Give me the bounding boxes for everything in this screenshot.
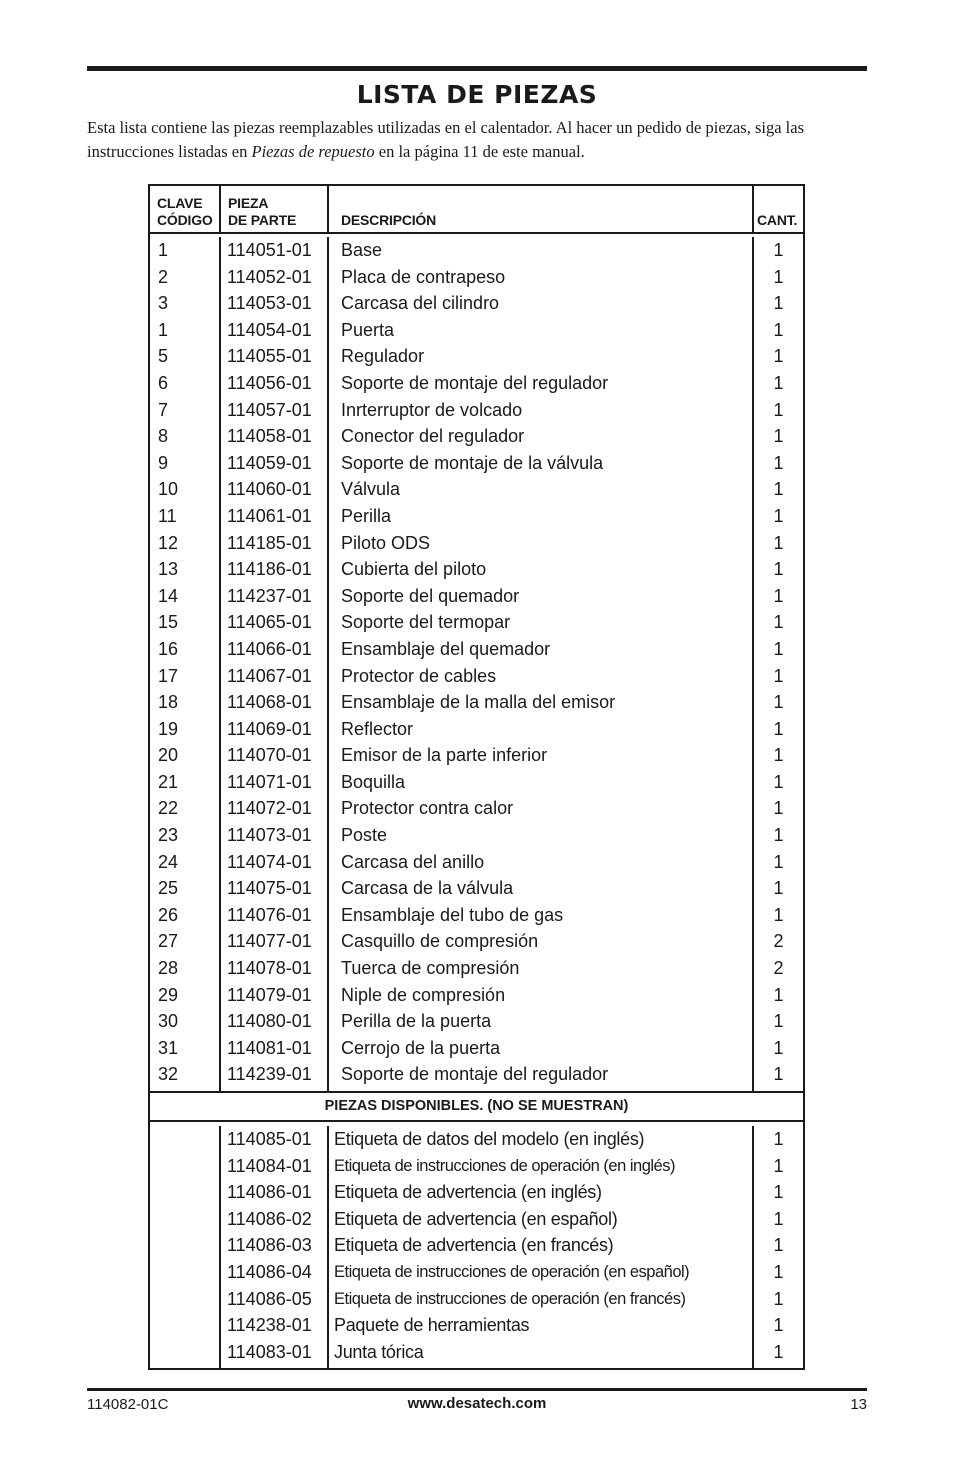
table-cell: 114080-01 [227,1011,312,1032]
table-cell: Puerta [341,319,395,340]
table-cell: Carcasa del anillo [341,851,485,872]
table-cell: 13 [158,559,179,580]
description-column [329,237,754,1091]
header-description [329,186,754,232]
table-cell: 1 [773,585,784,606]
available-parts-heading: PIEZAS DISPONIBLES. (NO SE MUESTRAN) [150,1091,803,1122]
table-cell: Junta tórica [334,1341,424,1362]
table-cell: 15 [158,612,179,633]
table-cell: Etiqueta de instrucciones de operación (en español) [334,1262,690,1281]
table-cell: 14 [158,585,179,606]
table-cell: 114186-01 [227,559,312,580]
table-cell: Cerrojo de la puerta [341,1037,501,1058]
available-parts-body [150,1122,803,1368]
bottom-rule [87,1388,867,1391]
table-cell: 114074-01 [227,851,312,872]
table-cell: 17 [158,665,179,686]
table-header [150,186,803,234]
table-cell: 31 [158,1037,179,1058]
table-cell: 1 [773,1129,784,1149]
table-cell: 3 [158,293,169,314]
table-cell: 1 [773,1037,784,1058]
table-cell: 1 [773,532,784,553]
table-cell: Soporte del termopar [341,612,511,633]
table-cell: 7 [158,399,169,420]
table-cell: 114237-01 [227,585,312,606]
table-cell: Placa de contrapeso [341,266,506,287]
available-qty-column [754,1126,803,1368]
table-cell: 16 [158,638,179,659]
table-cell: Piloto ODS [341,532,431,553]
table-cell: 1 [773,559,784,580]
page-number: 13 [850,1396,867,1413]
table-cell: 32 [158,1064,179,1085]
table-cell: 1 [773,1155,784,1176]
table-cell: 114078-01 [227,958,312,979]
table-cell: 1 [773,240,784,260]
header-qty-label: CANT. [757,212,798,228]
table-cell: 12 [158,532,179,553]
table-cell: 1 [773,638,784,659]
table-cell: Etiqueta de advertencia (en francés) [334,1235,614,1256]
table-cell: 1 [773,771,784,792]
top-rule [87,66,867,71]
table-cell: 1 [773,452,784,473]
table-cell: Inrterruptor de volcado [341,399,523,420]
table-cell: 25 [158,878,179,899]
table-cell: Soporte del quemador [341,585,520,606]
table-cell: 114067-01 [227,665,312,686]
table-cell: Ensamblaje de la malla del emisor [341,692,616,713]
header-qty [754,186,803,232]
table-cell: Tuerca de compresión [341,958,520,979]
table-cell: Paquete de herramientas [334,1315,530,1336]
table-cell: Etiqueta de instrucciones de operación (en francés) [334,1289,686,1308]
table-cell: 114239-01 [227,1064,312,1085]
header-part-line1: PIEZA [228,195,269,211]
table-cell: 1 [773,505,784,526]
table-cell: 1 [773,825,784,846]
table-cell: 1 [773,612,784,633]
table-cell: 114086-05 [227,1288,312,1309]
table-cell: 1 [773,692,784,713]
table-cell: 1 [773,1261,784,1282]
table-cell: 114070-01 [227,745,312,766]
table-cell: 114060-01 [227,479,312,500]
table-cell: 114075-01 [227,878,312,899]
table-cell: 1 [773,319,784,340]
intro-text-2: en la página 11 de este manual. [374,142,585,161]
table-cell: 1 [158,319,169,340]
table-cell: 2 [158,266,169,287]
table-cell: 114079-01 [227,984,312,1005]
table-cell: Protector contra calor [341,798,514,819]
key-column [150,237,221,1091]
table-cell: 18 [158,692,179,713]
table-cell: 1 [773,266,784,287]
table-cell: 8 [158,426,169,447]
intro-paragraph [87,116,869,164]
table-cell: 114059-01 [227,452,312,473]
table-cell: Perilla [341,505,392,526]
table-cell: 114086-04 [227,1261,312,1282]
table-cell: 1 [158,240,169,260]
table-cell: 114077-01 [227,931,312,952]
table-cell: 114071-01 [227,771,312,792]
table-cell: 2 [773,931,784,952]
table-cell: 22 [158,798,179,819]
table-cell: 2 [773,958,784,979]
header-key-line2: CÓDIGO [157,212,213,228]
available-key-column [150,1126,221,1368]
table-cell: 114086-03 [227,1235,312,1256]
table-cell: Soporte de montaje de la válvula [341,452,604,473]
table-cell: 114055-01 [227,346,312,367]
table-cell: 11 [158,505,177,526]
table-cell: 1 [773,479,784,500]
table-cell: 1 [773,399,784,420]
website: www.desatech.com [407,1395,547,1412]
available-part-column [221,1126,329,1368]
table-cell: 1 [773,745,784,766]
table-cell: 1 [773,1182,784,1203]
table-cell: 114185-01 [227,532,312,553]
table-cell: 1 [773,904,784,925]
header-key-line1: CLAVE [157,195,203,211]
table-cell: Reflector [341,718,414,739]
table-cell: Cubierta del piloto [341,559,487,580]
table-cell: 29 [158,984,179,1005]
table-cell: 114065-01 [227,612,312,633]
header-key [150,186,221,232]
qty-column [754,237,803,1091]
table-cell: 1 [773,1208,784,1229]
table-cell: 114053-01 [227,293,312,314]
table-cell: 114052-01 [227,266,312,287]
table-cell: Casquillo de compresión [341,931,539,952]
header-description-label: DESCRIPCIÓN [341,212,437,228]
table-cell: 114056-01 [227,372,312,393]
table-cell: Carcasa del cilindro [341,293,500,314]
table-cell: 114057-01 [227,399,312,420]
header-part-line2: DE PARTE [228,212,297,228]
table-cell: 1 [773,851,784,872]
page-title: LISTA DE PIEZAS [356,80,598,109]
table-cell: 28 [158,958,179,979]
table-cell: Conector del regulador [341,426,525,447]
table-cell: 27 [158,931,179,952]
table-cell: 9 [158,452,169,473]
table-cell: 114083-01 [227,1341,312,1362]
table-cell: 114085-01 [227,1129,312,1149]
table-cell: 114051-01 [227,240,312,260]
table-cell: 23 [158,825,179,846]
table-cell: Soporte de montaje del regulador [341,372,609,393]
table-cell: Emisor de la parte inferior [341,745,548,766]
table-cell: 114054-01 [227,319,312,340]
table-cell: 1 [773,798,784,819]
table-cell: 1 [773,984,784,1005]
intro-text-1: Esta lista contiene las piezas reemplazables utilizadas en el calentador. Al hacer un pedido de piezas, siga las instrucciones listadas en [87,118,805,161]
table-cell: Etiqueta de advertencia (en español) [334,1208,618,1229]
table-cell: 1 [773,1315,784,1336]
table-cell: 114061-01 [227,505,312,526]
table-cell: 1 [773,1288,784,1309]
table-cell: 1 [773,346,784,367]
table-cell: 21 [158,771,179,792]
doc-number: 114082-01C [87,1396,169,1413]
table-cell: Ensamblaje del tubo de gas [341,904,564,925]
table-cell: Carcasa de la válvula [341,878,514,899]
part-column [221,237,329,1091]
header-part [221,186,329,232]
table-cell: 114081-01 [227,1037,312,1058]
table-cell: 5 [158,346,169,367]
table-cell: Regulador [341,346,425,367]
table-cell: 1 [773,1011,784,1032]
table-cell: Válvula [341,479,401,500]
table-cell: 6 [158,372,169,393]
table-cell: 10 [158,479,179,500]
table-cell: 114238-01 [227,1315,312,1336]
parts-body [150,234,803,1091]
table-cell: Poste [341,825,388,846]
table-cell: 114058-01 [227,426,312,447]
available-description-column [329,1126,754,1368]
table-cell: 1 [773,878,784,899]
table-cell: 114086-01 [227,1182,312,1203]
table-cell: Boquilla [341,771,406,792]
table-cell: Protector de cables [341,665,497,686]
table-cell: 114069-01 [227,718,312,739]
table-cell: 24 [158,851,179,872]
table-cell: Etiqueta de advertencia (en inglés) [334,1182,602,1203]
table-cell: 1 [773,1341,784,1362]
table-cell: 1 [773,1235,784,1256]
table-cell: 20 [158,745,179,766]
table-cell: 114066-01 [227,638,312,659]
table-cell: Etiqueta de instrucciones de operación (en inglés) [334,1156,675,1175]
table-cell: 114076-01 [227,904,312,925]
table-cell: Etiqueta de datos del modelo (en inglés) [334,1129,645,1149]
table-cell: 1 [773,293,784,314]
table-cell: 1 [773,1064,784,1085]
table-cell: Base [341,240,383,260]
table-cell: 30 [158,1011,179,1032]
table-cell: Soporte de montaje del regulador [341,1064,609,1085]
table-cell: 114072-01 [227,798,312,819]
table-cell: 114068-01 [227,692,312,713]
table-cell: Ensamblaje del quemador [341,638,551,659]
table-cell: Niple de compresión [341,984,506,1005]
table-cell: 1 [773,372,784,393]
table-cell: 1 [773,665,784,686]
table-cell: Perilla de la puerta [341,1011,492,1032]
table-cell: 26 [158,904,179,925]
table-cell: 114073-01 [227,825,312,846]
intro-italic: Piezas de repuesto [251,142,375,161]
parts-table [148,184,805,1370]
table-cell: 19 [158,718,179,739]
table-cell: 114086-02 [227,1208,312,1229]
table-cell: 1 [773,718,784,739]
table-cell: 114084-01 [227,1155,312,1176]
table-cell: 1 [773,426,784,447]
